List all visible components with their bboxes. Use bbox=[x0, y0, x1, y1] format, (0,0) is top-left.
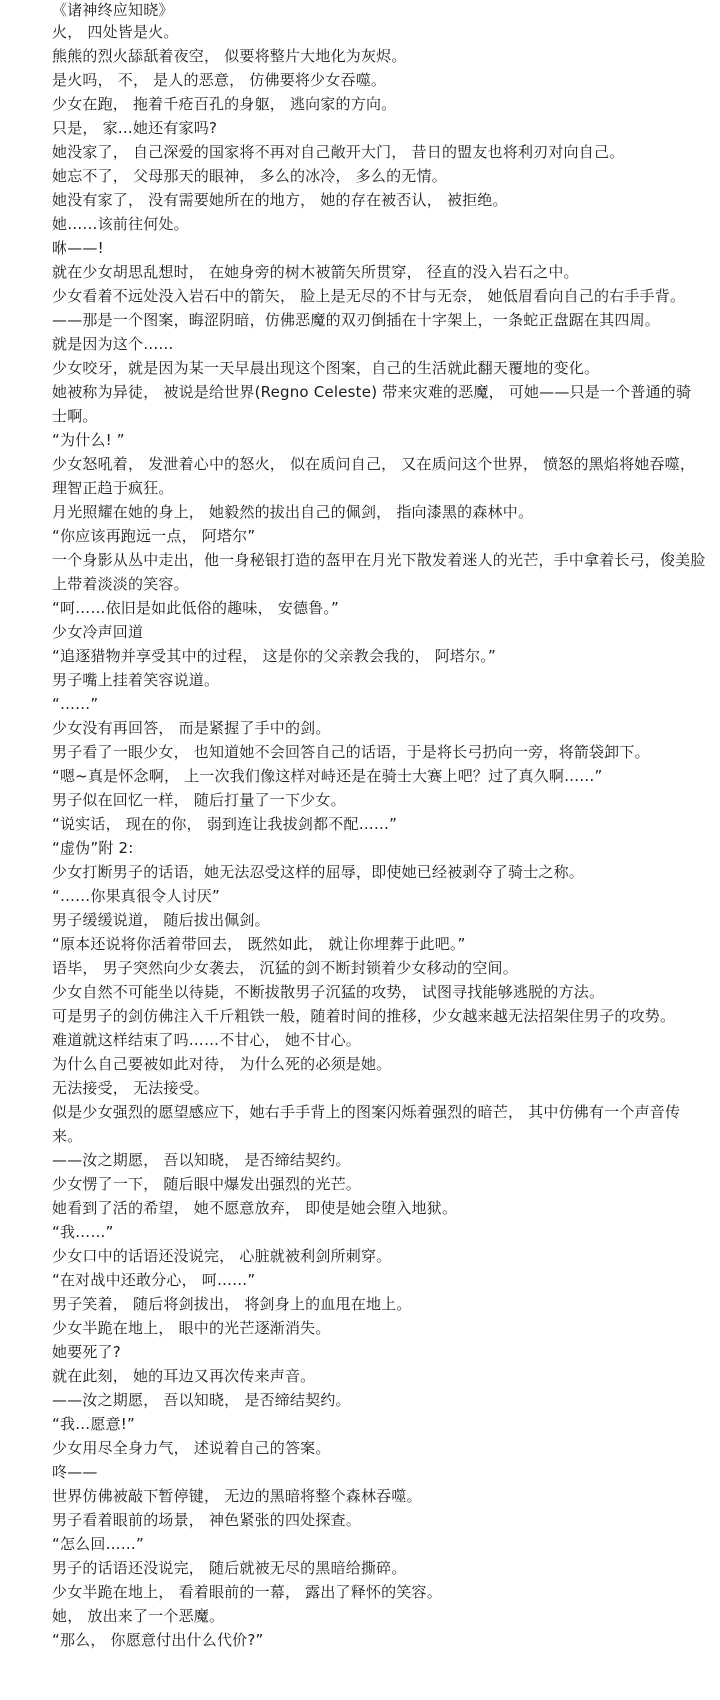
paragraph-line: 少女咬牙，就是因为某一天早晨出现这个图案，自己的生活就此翻天覆地的变化。 bbox=[52, 359, 600, 377]
paragraph-line: “说实话， 现在的你， 弱到连让我拔剑都不配……” bbox=[52, 815, 398, 833]
paragraph-line: “嗯~真是怀念啊， 上一次我们像这样对峙还是在骑士大赛上吧？过了真久啊……” bbox=[52, 767, 603, 785]
paragraph-line: 少女没有再回答， 而是紧握了手中的剑。 bbox=[52, 719, 331, 737]
paragraph-line: 火， 四处皆是火。 bbox=[52, 23, 179, 41]
paragraph-line: 男子嘴上挂着笑容说道。 bbox=[52, 671, 220, 689]
paragraph-line: 她……该前往何处。 bbox=[52, 215, 189, 233]
paragraph-line: “呵……依旧是如此低俗的趣味， 安德鲁。” bbox=[52, 599, 340, 617]
paragraph-line: “你应该再跑远一点， 阿塔尔” bbox=[52, 527, 256, 545]
document-body bbox=[52, 20, 706, 1652]
paragraph-line: 少女打断男子的话语，她无法忍受这样的屈辱，即使她已经被剥夺了骑士之称。 bbox=[52, 863, 585, 881]
paragraph-line: 少女口中的话语还没说完， 心脏就被利剑所刺穿。 bbox=[52, 1247, 392, 1265]
paragraph-line: 男子的话语还没说完， 随后就被无尽的黑暗给撕碎。 bbox=[52, 1559, 407, 1577]
paragraph-line: 男子看了一眼少女， 也知道她不会回答自己的话语，于是将长弓扔向一旁，将箭袋卸下。 bbox=[52, 743, 650, 761]
paragraph-line: “原本还说将你活着带回去， 既然如此， 就让你埋葬于此吧。” bbox=[52, 935, 466, 953]
paragraph-line: “怎么回……” bbox=[52, 1535, 144, 1553]
paragraph-line: 就在此刻， 她的耳边又再次传来声音。 bbox=[52, 1367, 316, 1385]
document-title: 《诸神终应知晓》 bbox=[52, 1, 174, 19]
paragraph-line: 少女用尽全身力气， 述说着自己的答案。 bbox=[52, 1439, 331, 1457]
paragraph-line: 她被称为异徒， 被说是给世界(Regno Celeste) 带来灾难的恶魔， 可她——只是一个普通的骑士啊。 bbox=[52, 383, 692, 425]
paragraph-line: 少女半跪在地上， 眼中的光芒逐渐消失。 bbox=[52, 1319, 331, 1337]
paragraph-line: “虚伪”附 2: bbox=[52, 839, 134, 857]
paragraph-line: 男子缓缓说道， 随后拔出佩剑。 bbox=[52, 911, 270, 929]
paragraph-line: “在对战中还敢分心， 呵……” bbox=[52, 1271, 256, 1289]
paragraph-line: 她没家了， 自己深爱的国家将不再对自己敞开大门， 昔日的盟友也将利刃对向自己。 bbox=[52, 143, 625, 161]
paragraph-line: 语毕， 男子突然向少女袭去， 沉猛的剑不断封锁着少女移动的空间。 bbox=[52, 959, 518, 977]
paragraph-line: 一个身影从丛中走出，他一身秘银打造的盔甲在月光下散发着迷人的光芒，手中拿着长弓，俊美脸上带着淡淡的笑容。 bbox=[52, 551, 706, 593]
paragraph-line: 是火吗， 不， 是人的恶意， 仿佛要将少女吞噬。 bbox=[52, 71, 387, 89]
paragraph-line: “我……” bbox=[52, 1223, 114, 1241]
paragraph-line: “追逐猎物并享受其中的过程， 这是你的父亲教会我的， 阿塔尔。” bbox=[52, 647, 496, 665]
paragraph-line: “……你果真很令人讨厌” bbox=[52, 887, 220, 905]
paragraph-line: 只是， 家…她还有家吗? bbox=[52, 119, 218, 137]
paragraph-line: 少女在跑， 拖着千疮百孔的身躯， 逃向家的方向。 bbox=[52, 95, 397, 113]
paragraph-line: 她， 放出来了一个恶魔。 bbox=[52, 1607, 225, 1625]
paragraph-line: 男子笑着， 随后将剑拔出， 将剑身上的血甩在地上。 bbox=[52, 1295, 412, 1313]
paragraph-line: “为什么! ” bbox=[52, 431, 125, 449]
paragraph-line: ——汝之期愿， 吾以知晓， 是否缔结契约。 bbox=[52, 1151, 351, 1169]
paragraph-line: 就在少女胡思乱想时， 在她身旁的树木被箭矢所贯穿， 径直的没入岩石之中。 bbox=[52, 263, 579, 281]
paragraph-line: 她要死了? bbox=[52, 1343, 121, 1361]
paragraph-line: ——汝之期愿， 吾以知晓， 是否缔结契约。 bbox=[52, 1391, 351, 1409]
paragraph-line: “……” bbox=[52, 695, 99, 713]
paragraph-line: ——那是一个图案，晦涩阴暗，仿佛恶魔的双刃倒插在十字架上，一条蛇正盘踞在其四周。 bbox=[52, 311, 661, 329]
paragraph-line: 咻——! bbox=[52, 239, 104, 257]
paragraph-line: 少女半跪在地上， 看着眼前的一幕， 露出了释怀的笑容。 bbox=[52, 1583, 442, 1601]
paragraph-line: 咚—— bbox=[52, 1463, 98, 1481]
paragraph-line: 少女愣了一下， 随后眼中爆发出强烈的光芒。 bbox=[52, 1175, 361, 1193]
paragraph-line: 她没有家了， 没有需要她所在的地方， 她的存在被否认， 被拒绝。 bbox=[52, 191, 508, 209]
paragraph-line: 似是少女强烈的愿望感应下，她右手手背上的图案闪烁着强烈的暗芒， 其中仿佛有一个声音传来。 bbox=[52, 1103, 681, 1145]
paragraph-line: 世界仿佛被敲下暂停键， 无边的黑暗将整个森林吞噬。 bbox=[52, 1487, 422, 1505]
paragraph-line: 她忘不了， 父母那天的眼神， 多么的冰冷， 多么的无情。 bbox=[52, 167, 447, 185]
paragraph-line: 无法接受， 无法接受。 bbox=[52, 1079, 209, 1097]
paragraph-line: 她看到了活的希望， 她不愿意放弃， 即使是她会堕入地狱。 bbox=[52, 1199, 458, 1217]
paragraph-line: 男子似在回忆一样， 随后打量了一下少女。 bbox=[52, 791, 346, 809]
paragraph-line: 少女怒吼着， 发泄着心中的怒火， 似在质问自己， 又在质问这个世界， 愤怒的黑焰将她吞噬， 理智正趋于疯狂。 bbox=[52, 455, 701, 497]
paragraph-line: 可是男子的剑仿佛注入千斤粗铁一般，随着时间的推移，少女越来越无法招架住男子的攻势。 bbox=[52, 1007, 676, 1025]
paragraph-line: 月光照耀在她的身上， 她毅然的拔出自己的佩剑， 指向漆黑的森林中。 bbox=[52, 503, 534, 521]
paragraph-line: 难道就这样结束了吗……不甘心， 她不甘心。 bbox=[52, 1031, 361, 1049]
paragraph-line: 男子看着眼前的场景， 神色紧张的四处探查。 bbox=[52, 1511, 361, 1529]
paragraph-line: 为什么自己要被如此对待， 为什么死的必须是她。 bbox=[52, 1055, 392, 1073]
paragraph-line: 就是因为这个…… bbox=[52, 335, 174, 353]
paragraph-line: 少女冷声回道 bbox=[52, 623, 144, 641]
paragraph-line: “我…愿意!” bbox=[52, 1415, 135, 1433]
paragraph-line: 少女看着不远处没入岩石中的箭矢， 脸上是无尽的不甘与无奈， 她低眉看向自己的右手手背。 bbox=[52, 287, 686, 305]
paragraph-line: 少女自然不可能坐以待毙，不断拔散男子沉猛的攻势， 试图寻找能够逃脱的方法。 bbox=[52, 983, 605, 1001]
paragraph-line: “那么， 你愿意付出什么代价?” bbox=[52, 1631, 264, 1649]
paragraph-line: 熊熊的烈火舔舐着夜空， 似要将整片大地化为灰烬。 bbox=[52, 47, 407, 65]
